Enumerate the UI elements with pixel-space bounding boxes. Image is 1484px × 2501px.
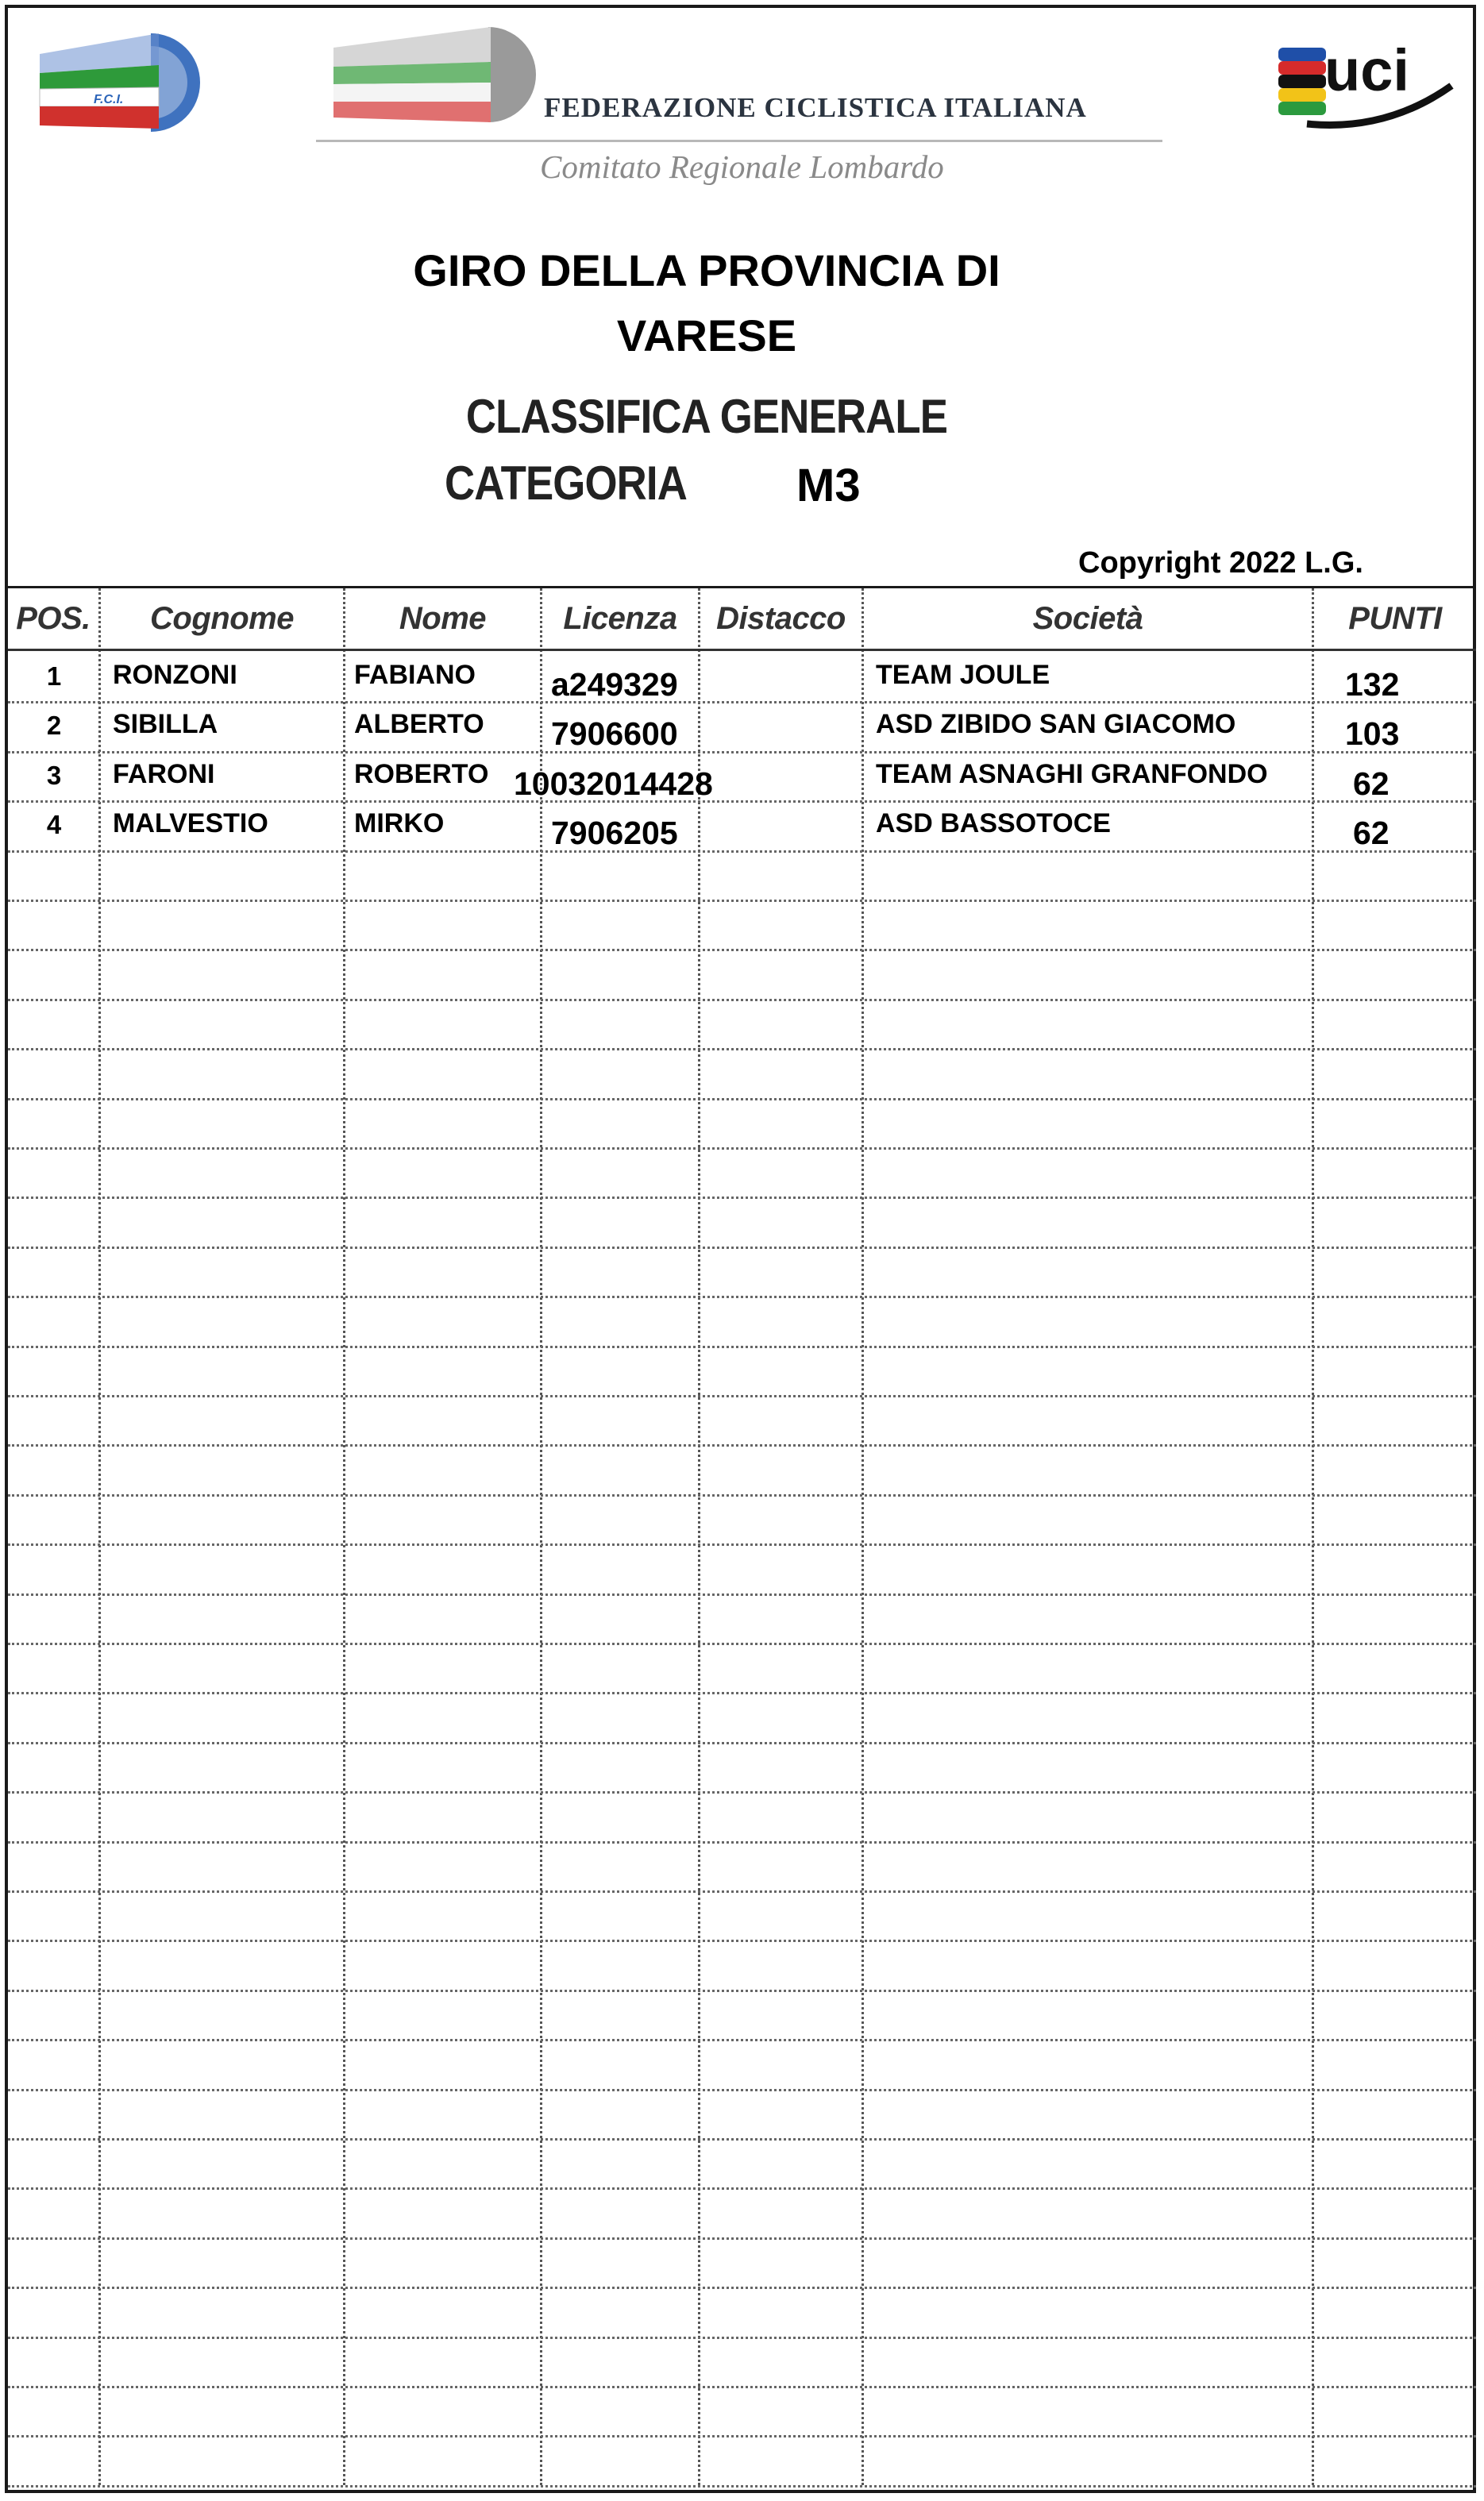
row-divider (8, 1048, 1476, 1050)
uci-logo-text: uci (1324, 37, 1409, 103)
committee-name: Comitato Regionale Lombardo (540, 148, 944, 185)
column-header-punti: PUNTI (1348, 600, 1442, 636)
column-divider (343, 588, 345, 2485)
column-divider (1312, 588, 1314, 2485)
column-header-distacco: Distacco (716, 600, 846, 636)
header-divider (316, 140, 1162, 142)
row-divider (8, 949, 1476, 951)
row-divider (8, 1643, 1476, 1645)
column-header-nome: Nome (399, 600, 487, 636)
row-divider (8, 1147, 1476, 1150)
table-header-row (8, 588, 1476, 649)
cell-pos: 2 (46, 711, 62, 741)
race-title-line-2: VARESE (616, 310, 797, 360)
cell-pos: 1 (46, 661, 62, 691)
category-label: CATEGORIA (445, 457, 687, 510)
cell-nome: FABIANO (354, 660, 476, 690)
row-divider (8, 800, 1476, 803)
row-divider (8, 900, 1476, 902)
row-divider (8, 1346, 1476, 1348)
row-divider (8, 1791, 1476, 1794)
cell-cognome: MALVESTIO (113, 808, 268, 839)
cell-societa: TEAM ASNAGHI GRANFONDO (876, 758, 1268, 789)
row-divider (8, 1742, 1476, 1744)
column-divider (540, 588, 542, 2485)
row-divider (8, 999, 1476, 1001)
cell-pos: 3 (46, 760, 62, 790)
cell-pos: 4 (46, 810, 62, 840)
uci-logo (1275, 30, 1466, 133)
row-divider (8, 1098, 1476, 1100)
row-divider (8, 1543, 1476, 1546)
fci-logo (32, 32, 208, 133)
cell-nome: ALBERTO (354, 709, 484, 740)
federation-name: FEDERAZIONE CICLISTICA ITALIANA (544, 92, 1087, 123)
header-bottom-rule (8, 649, 1476, 651)
column-divider (698, 588, 700, 2485)
row-divider (8, 1692, 1476, 1694)
column-header-pos: POS. (16, 600, 91, 636)
race-title-line-1: GIRO DELLA PROVINCIA DI (413, 245, 1000, 295)
fci-logo-text: F.C.I. (94, 93, 124, 106)
row-divider (8, 1494, 1476, 1497)
row-divider (8, 1841, 1476, 1844)
cell-societa: ASD BASSOTOCE (876, 808, 1111, 839)
row-divider (8, 2337, 1476, 2339)
row-divider (8, 1296, 1476, 1298)
cell-cognome: FARONI (113, 758, 215, 789)
row-divider (8, 1395, 1476, 1397)
cell-licenza: 10032014428 (514, 765, 713, 802)
row-divider (8, 1247, 1476, 1249)
classification-title: CLASSIFICA GENERALE (465, 390, 948, 443)
copyright-notice: Copyright 2022 L.G. (1078, 546, 1363, 580)
row-divider (8, 2435, 1476, 2437)
cell-punti: 62 (1353, 765, 1390, 802)
cell-punti: 62 (1353, 815, 1390, 852)
column-header-societa: Società (1032, 600, 1143, 636)
cell-societa: TEAM JOULE (876, 660, 1050, 690)
results-table (8, 588, 1476, 2485)
cell-cognome: RONZONI (113, 660, 237, 690)
row-divider (8, 1593, 1476, 1596)
cell-cognome: SIBILLA (113, 709, 218, 740)
column-divider (861, 588, 864, 2485)
row-divider (8, 1990, 1476, 1992)
cell-punti: 103 (1345, 715, 1400, 753)
cell-licenza: 7906205 (551, 815, 678, 852)
column-header-licenza: Licenza (563, 600, 677, 636)
row-divider (8, 2485, 1476, 2488)
column-header-cognome: Cognome (150, 600, 294, 636)
row-divider (8, 2039, 1476, 2041)
row-divider (8, 1940, 1476, 1942)
banner-flag-graphic (318, 24, 548, 131)
cell-nome: ROBERTO (354, 758, 489, 789)
row-divider (8, 2187, 1476, 2190)
row-divider (8, 2386, 1476, 2388)
cell-licenza: 7906600 (551, 715, 678, 753)
row-divider (8, 751, 1476, 753)
row-divider (8, 2138, 1476, 2141)
category-value: M3 (796, 460, 861, 511)
cell-societa: ASD ZIBIDO SAN GIACOMO (876, 709, 1236, 740)
row-divider (8, 1197, 1476, 1199)
cell-nome: MIRKO (354, 808, 445, 839)
column-divider (98, 588, 101, 2485)
row-divider (8, 2089, 1476, 2091)
row-divider (8, 2287, 1476, 2289)
row-divider (8, 1444, 1476, 1447)
row-divider (8, 1890, 1476, 1893)
row-divider (8, 2237, 1476, 2240)
race-title (302, 238, 1112, 368)
cell-licenza: a249329 (551, 666, 678, 703)
row-divider (8, 850, 1476, 853)
row-divider (8, 701, 1476, 703)
cell-punti: 132 (1345, 666, 1400, 703)
